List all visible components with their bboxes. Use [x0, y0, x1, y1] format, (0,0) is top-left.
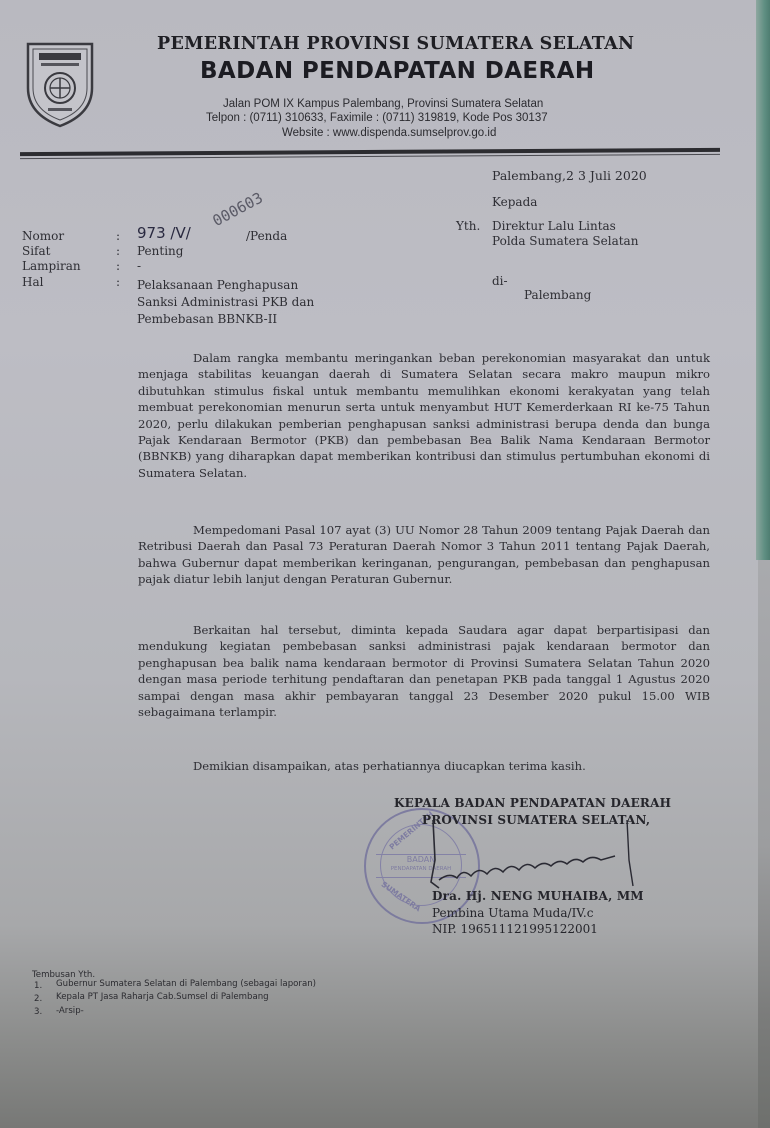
body-paragraph-3 — [138, 622, 710, 720]
hal-line-2: Sanksi Administrasi PKB dan — [137, 295, 315, 309]
hal-line-3: Pembebasan BBNKB-II — [137, 312, 278, 326]
recipient-line2: Polda Sumatera Selatan — [492, 234, 639, 248]
sifat-colon: : — [116, 244, 121, 258]
agency-website: Website : www.dispenda.sumselprov.go.id — [282, 127, 497, 139]
stamp-band-line2: PENDAPATAN DAERAH — [390, 866, 452, 872]
hal-colon: : — [116, 275, 121, 289]
stamp-top-arc: PEMERINTAH — [387, 809, 436, 852]
signatory-title-2: PROVINSI SUMATERA SELATAN, — [422, 813, 651, 827]
tembusan-item-3-num: 3. — [34, 1007, 43, 1017]
nomor-stamp-number: 000603 — [209, 188, 266, 230]
tembusan-item-1: Gubernur Sumatera Selatan di Palembang (sebagai laporan) — [56, 979, 317, 989]
handwritten-signature-icon — [405, 820, 645, 900]
stamp-band-line1: BADAN — [406, 855, 436, 864]
recipient-di: di- — [492, 274, 508, 288]
body-paragraph-2 — [138, 522, 710, 588]
body-paragraph-3-text: Berkaitan hal tersebut, diminta kepada Saudara agar dapat berpartisipasi dan mendukung kegiatan pembebasan sanksi administrasi pajak kendaraan bermotor dan penghapusan bea balik nama kendaraan bermotor di Provinsi Sumatera Selatan Tahun 2020 dengan masa periode terhitung pendaftaran dan penetapan PKB pada tanggal 1 Agustus 2020 sampai dengan masa akhir pembayaran tanggal 23 Desember 2020 pukul 15.00 WIB sebagaimana terlampir. — [138, 623, 710, 720]
lampiran-label: Lampiran — [22, 259, 81, 273]
nomor-handwritten: 973 /V/ — [137, 224, 191, 242]
recipient-city: Palembang — [524, 288, 592, 302]
recipient-line1: Direktur Lalu Lintas — [492, 219, 616, 233]
sifat-label: Sifat — [22, 244, 51, 258]
tembusan-item-2-num: 2. — [34, 994, 43, 1004]
agency-title: BADAN PENDAPATAN DAERAH — [200, 58, 595, 84]
tembusan-item-1-num: 1. — [34, 981, 43, 991]
recipient-kepada: Kepada — [492, 195, 538, 209]
hal-line-1: Pelaksanaan Penghapusan — [137, 278, 299, 292]
body-paragraph-1-text: Dalam rangka membantu meringankan beban perekonomian masyarakat dan untuk menjaga stabilitas keuangan daerah di Sumatera Selatan secara makro maupun mikro dibutuhkan stimulus fiskal untuk membantu memulihkan ekonomi kerakyatan yang telah membuat perekonomian menurun serta untuk menyambut HUT Kemerderkaan RI ke-75 Tahun 2020, perlu dilakukan pemberian penghapusan sanksi administrasi berupa denda dan bunga Pajak Kendaraan Bermotor (PKB) dan pembebasan Bea Balik Nama Kendaraan Bermotor (BBNKB) yang diharapkan dapat memberikan kontribusi dan stimulus pertumbuhan ekonomi di Sumatera Selatan. — [138, 351, 710, 480]
background-surface-edge — [756, 0, 770, 560]
lampiran-value: - — [137, 259, 142, 273]
body-paragraph-1 — [138, 350, 710, 481]
body-paragraph-2-text: Mempedomani Pasal 107 ayat (3) UU Nomor 28 Tahun 2009 tentang Pajak Daerah dan Retribusi Daerah dan Pasal 73 Peraturan Daerah Nomor 3 Tahun 2011 tentang Pajak Daerah, bahwa Gubernur dapat memberikan keringanan, pengurangan, pembebasan dan penghapusan pajak diatur lebih lanjut dengan Peraturan Gubernur. — [138, 523, 710, 587]
agency-address: Jalan POM IX Kampus Palembang, Provinsi Sumatera Selatan — [223, 98, 544, 110]
nomor-suffix: /Penda — [246, 229, 288, 243]
signatory-name: Dra. Hj. NENG MUHAIBA, MM — [432, 889, 644, 903]
agency-contact: Telpon : (0711) 310633, Faximile : (0711) 319819, Kode Pos 30137 — [206, 112, 548, 124]
place-date: Palembang,2 3 Juli 2020 — [492, 168, 647, 183]
provincial-crest-icon — [22, 38, 98, 128]
government-title: PEMERINTAH PROVINSI SUMATERA SELATAN — [157, 34, 635, 54]
tembusan-item-2: Kepala PT Jasa Raharja Cab.Sumsel di Palembang — [56, 992, 269, 1002]
recipient-yth: Yth. — [456, 219, 481, 233]
tembusan-heading: Tembusan Yth. — [32, 970, 96, 980]
signatory-rank: Pembina Utama Muda/IV.c — [432, 906, 594, 920]
nomor-label: Nomor — [22, 229, 65, 243]
nomor-colon: : — [116, 229, 121, 243]
sifat-value: Penting — [137, 244, 184, 258]
hal-label: Hal — [22, 275, 44, 289]
tembusan-item-3: -Arsip- — [56, 1006, 84, 1016]
signatory-title-1: KEPALA BADAN PENDAPATAN DAERAH — [394, 796, 672, 810]
lampiran-colon: : — [116, 259, 121, 273]
signatory-nip: NIP. 196511121995122001 — [432, 922, 598, 936]
stamp-bottom-arc: SUMATERA — [379, 879, 423, 914]
body-paragraph-4 — [138, 758, 710, 774]
body-paragraph-4-text: Demikian disampaikan, atas perhatiannya diucapkan terima kasih. — [193, 759, 586, 773]
